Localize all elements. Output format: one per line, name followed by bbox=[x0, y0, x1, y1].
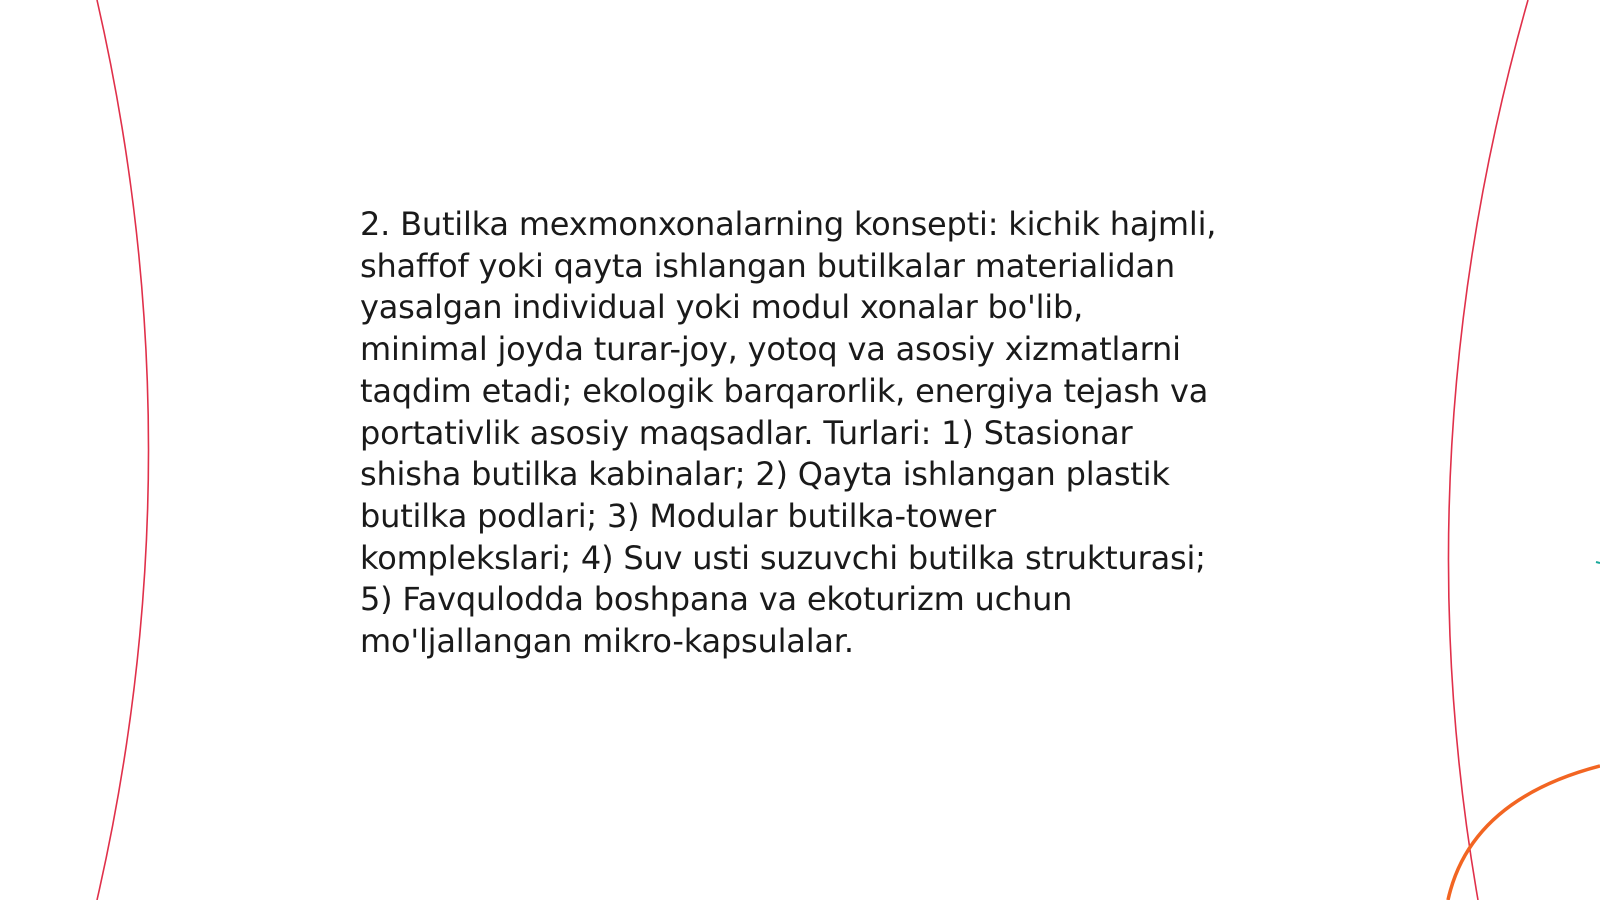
teal-mark bbox=[1596, 562, 1600, 563]
left-curve-line bbox=[97, 0, 149, 900]
right-curve-line bbox=[1448, 0, 1528, 900]
slide-body-text: 2. Butilka mexmonxonalarning konsepti: kichik hajmli, shaffof yoki qayta ishlangan butilkalar materialidan yasalgan individual yoki modul xonalar bo'lib, minimal joyda turar-joy, yotoq va asosiy xizmatlarni taqdim etadi; ekologik barqarorlik, energiya tejash va portativlik asosiy maqsadlar. Turlari: 1) Stasionar shisha butilka kabinalar; 2) Qayta ishlangan plastik butilka podlari; 3) Modular butilka-tower komplekslari; 4) Suv usti suzuvchi butilka strukturasi; 5) Favqulodda boshpana va ekoturizm uchun mo'ljallangan mikro-kapsulalar. bbox=[360, 205, 1217, 661]
orange-arc bbox=[1448, 766, 1600, 900]
